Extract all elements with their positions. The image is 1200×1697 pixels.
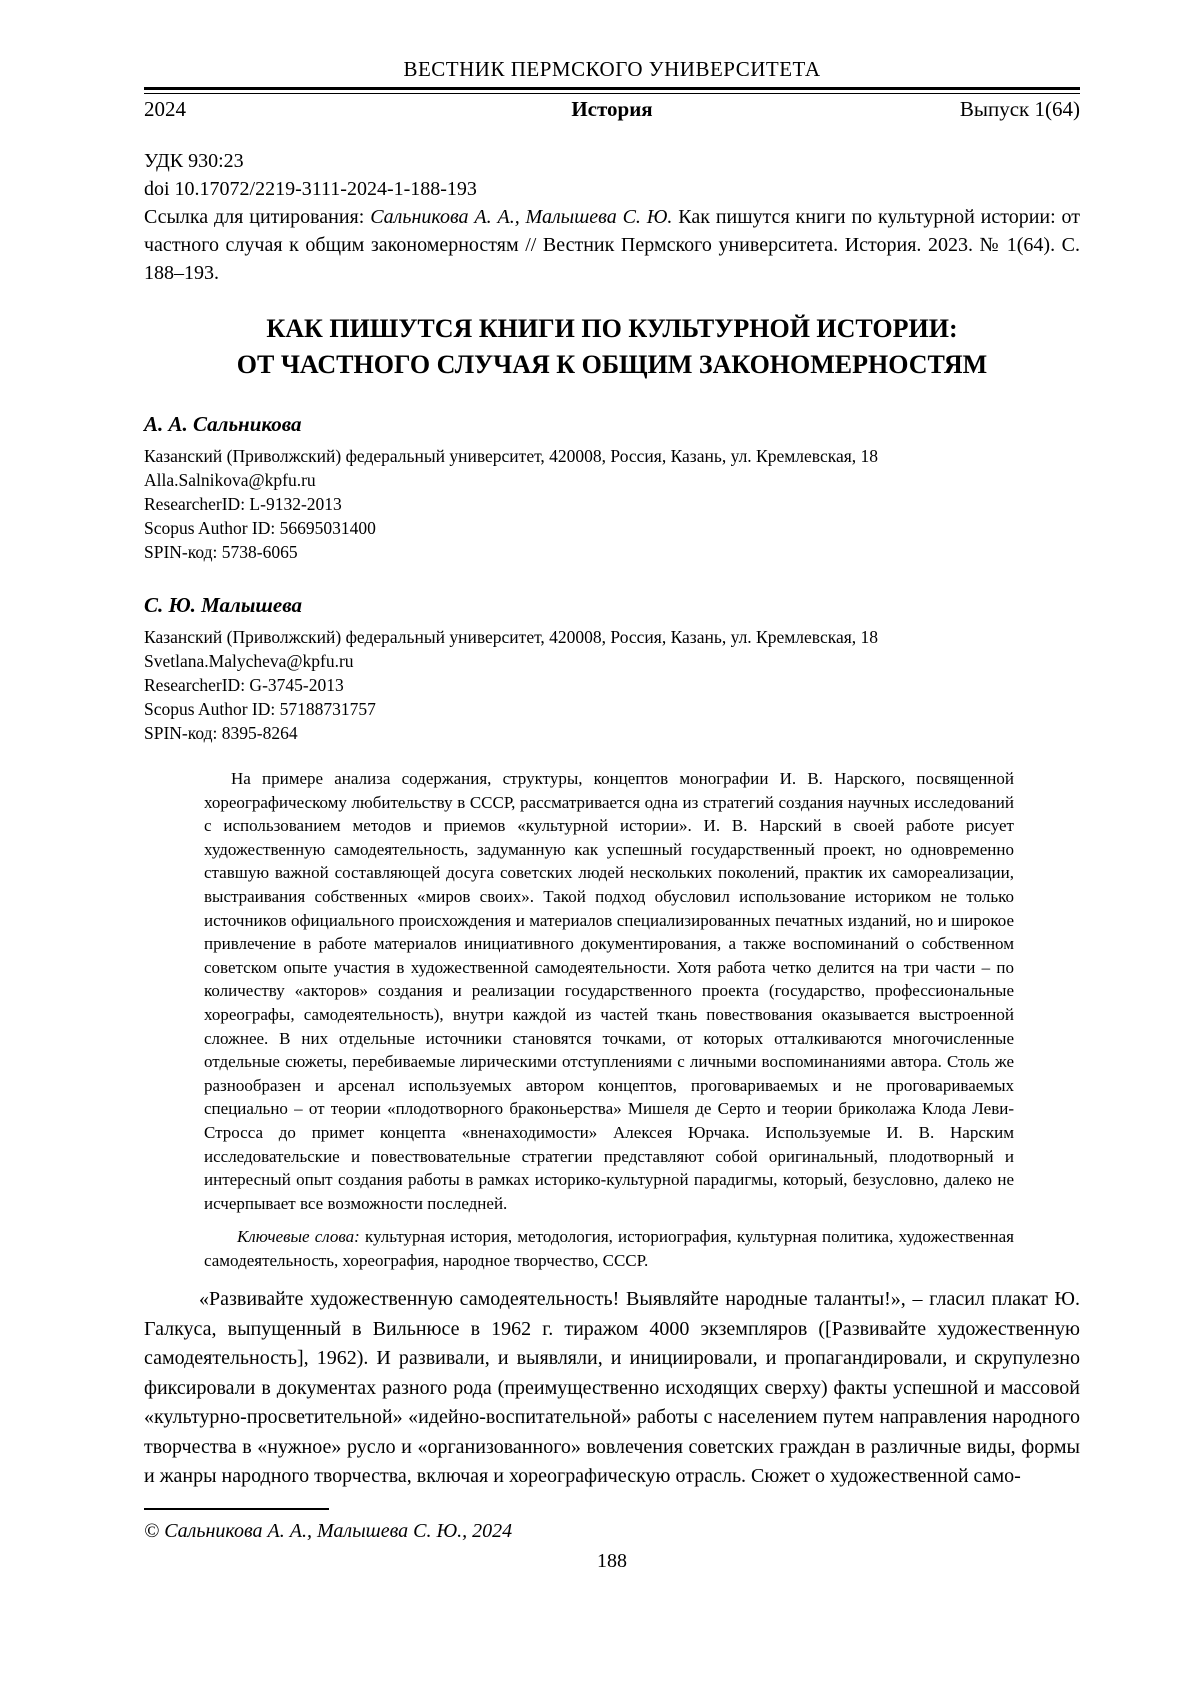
journal-issue-row bbox=[144, 96, 1080, 123]
author-block-1 bbox=[144, 444, 1080, 564]
footnote-rule bbox=[144, 1508, 329, 1510]
copyright-line: © Сальникова А. А., Малышева С. Ю., 2024 bbox=[144, 1519, 513, 1542]
journal-title: ВЕСТНИК ПЕРМСКОГО УНИВЕРСИТЕТА bbox=[403, 57, 821, 81]
citation-text: Как пишутся книги по культурной истории: от частного случая к общим закономерностям // Вестник Пермского университета. История. 2023. № 1(64). С. 188–193. bbox=[144, 206, 1081, 284]
article-title-line2: ОТ ЧАСТНОГО СЛУЧАЯ К ОБЩИМ ЗАКОНОМЕРНОСТЯМ bbox=[236, 350, 988, 379]
author-2-scopus-id: Scopus Author ID: 57188731757 bbox=[144, 699, 376, 719]
author-2-email: Svetlana.Malycheva@kpfu.ru bbox=[144, 651, 354, 671]
author-2-spin-code: SPIN-код: 8395-8264 bbox=[144, 723, 298, 743]
journal-issue: Выпуск 1(64) bbox=[959, 97, 1080, 121]
author-name-2: С. Ю. Малышева bbox=[144, 593, 302, 617]
page-number: 188 bbox=[597, 1549, 627, 1572]
author-1-researcher-id: ResearcherID: L-9132-2013 bbox=[144, 494, 342, 514]
author-1-spin-code: SPIN-код: 5738-6065 bbox=[144, 542, 298, 562]
journal-year: 2024 bbox=[144, 97, 186, 121]
author-2-researcher-id: ResearcherID: G-3745-2013 bbox=[144, 675, 344, 695]
body-paragraph: «Развивайте художественную самодеятельность! Выявляйте народные таланты!», – гласил плакат Ю. Галкуса, выпущенный в Вильнюсе в 1962 г. тиражом 4000 экземпляров ([Развивайте художественную самодеятельность], 1962). И развивали, и выявляли, и инициировали, и пропагандировали, и скрупулезно фиксировали в документах разного рода (преимущественно исходящих сверху) факты успешной и массовой «культурно-просветительной» «идейно-воспитательной» работы с населением путем направления народного творчества в «нужное» русло и «организованного» вовлечения советских граждан в различные виды, формы и жанры народного творчества, включая и хореографическую отрасль. Сюжет о художественной само- bbox=[144, 1288, 1080, 1488]
udc-code: УДК 930:23 bbox=[144, 150, 244, 172]
journal-section: История bbox=[571, 97, 653, 121]
author-name-1: А. А. Сальникова bbox=[144, 412, 302, 436]
article-title-line1: КАК ПИШУТСЯ КНИГИ ПО КУЛЬТУРНОЙ ИСТОРИИ: bbox=[266, 314, 958, 343]
author-block-2 bbox=[144, 625, 1080, 745]
citation-authors: Сальникова А. А., Малышева С. Ю. bbox=[370, 206, 673, 228]
citation-label: Ссылка для цитирования: bbox=[144, 206, 371, 228]
author-2-affiliation: Казанский (Приволжский) федеральный университет, 420008, Россия, Казань, ул. Кремлевская, 18 bbox=[144, 627, 879, 647]
keywords bbox=[204, 1225, 1014, 1272]
doi-code: doi 10.17072/2219-3111-2024-1-188-193 bbox=[144, 178, 477, 200]
author-1-email: Alla.Salnikova@kpfu.ru bbox=[144, 470, 316, 490]
abstract: На примере анализа содержания, структуры, концептов монографии И. В. Нарского, посвященной хореографическому любительству в СССР, рассматривается одна из стратегий создания научных исследований с использованием методов и приемов «культурной истории». И. В. Нарский в своей работе рисует художественную самодеятельность, задуманную как успешный государственный проект, но одновременно ставшую важной составляющей досуга советских людей нескольких поколений, практик их самореализации, выстраивания собственных «миров своих». Такой подход обусловил использование историком не только источников официального происхождения и материалов специализированных печатных изданий, но и широкое привлечение в работе материалов инициативного документирования, а также воспоминаний о собственном советском опыте участия в художественной самодеятельности. Хотя работа четко делится на три части – по количеству «акторов» создания и реализации государственного проекта (государство, профессиональные хореографы, самодеятельность), внутри каждой из частей ткань повествования оказывается выстроенной сложнее. В них отдельные источники становятся точками, от которых отталкиваются многочисленные отдельные сюжеты, перебиваемые лирическими отступлениями с личными воспоминаниями автора. Столь же разнообразен и арсенал используемых автором концептов, проговариваемых и не проговариваемых специально – от теории «плодотворного браконьерства» Мишеля де Серто и теории бриколажа Клода Леви-Стросса до примет концепта «вненаходимости» Алексея Юрчака. Используемые И. В. Нарским исследовательские и повествовательные стратегии представляют собой оригинальный, плодотворный и интересный опыт создания работы в рамках историко-культурной парадигмы, который, безусловно, далеко не исчерпывает все возможности последней. bbox=[204, 769, 1014, 1213]
citation bbox=[144, 203, 1080, 287]
meta-block bbox=[144, 147, 1080, 287]
keywords-list: культурная история, методология, историография, культурная политика, художественная самодеятельность, хореография, народное творчество, СССР. bbox=[204, 1227, 1014, 1270]
header-double-rule bbox=[144, 87, 1080, 94]
author-1-affiliation: Казанский (Приволжский) федеральный университет, 420008, Россия, Казань, ул. Кремлевская, 18 bbox=[144, 446, 879, 466]
article-title bbox=[144, 311, 1080, 383]
author-1-scopus-id: Scopus Author ID: 56695031400 bbox=[144, 518, 376, 538]
keywords-label: Ключевые слова: bbox=[237, 1227, 360, 1247]
